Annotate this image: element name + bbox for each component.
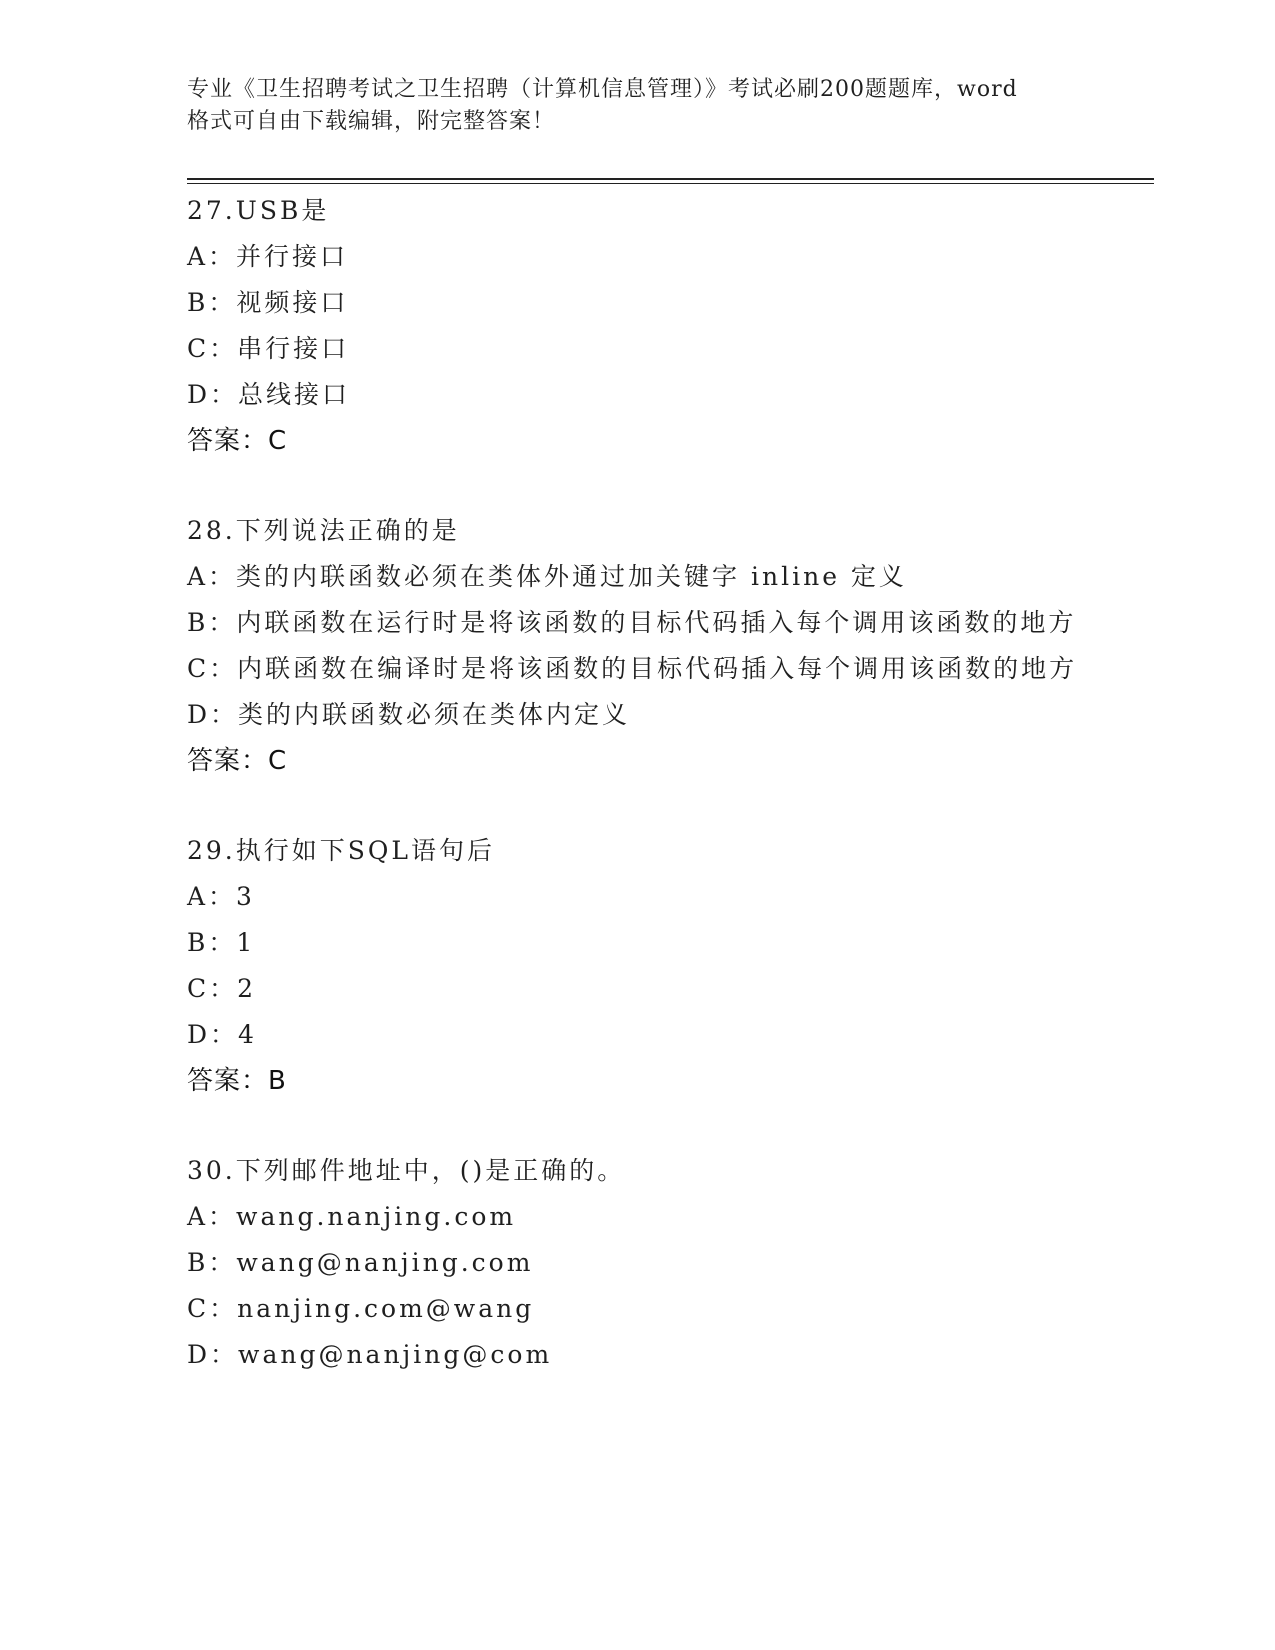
question-stem: 29.执行如下SQL语句后 (187, 836, 495, 865)
option-d: D：wang@nanjing@com (187, 1340, 553, 1369)
question-stem: 28.下列说法正确的是 (187, 516, 460, 545)
option-c: C：内联函数在编译时是将该函数的目标代码插入每个调用该函数的地方 (187, 654, 1078, 683)
question-27 (187, 188, 1087, 464)
answer-label: 答案：C (187, 426, 288, 456)
question-30 (187, 1148, 1087, 1378)
option-a: A：3 (187, 882, 255, 911)
option-d: D：类的内联函数必须在类体内定义 (187, 700, 631, 729)
option-b: B：内联函数在运行时是将该函数的目标代码插入每个调用该函数的地方 (187, 608, 1077, 637)
header-line-1: 专业《卫生招聘考试之卫生招聘（计算机信息管理）》考试必刷200题题库，word (187, 77, 1018, 102)
option-b: B：1 (187, 928, 256, 957)
option-c: C：串行接口 (187, 334, 350, 363)
document-header (187, 74, 1087, 138)
header-line-2: 格式可自由下载编辑，附完整答案！ (187, 109, 556, 134)
question-list (187, 188, 1087, 1422)
header-divider-thick (187, 178, 1154, 180)
option-a: A：类的内联函数必须在类体外通过加关键字 inline 定义 (187, 562, 907, 591)
option-a: A：并行接口 (187, 242, 349, 271)
option-a: A：wang.nanjing.com (187, 1202, 517, 1231)
header-divider-thin (187, 183, 1154, 184)
option-b: B：视频接口 (187, 288, 349, 317)
question-28 (187, 508, 1087, 784)
question-29 (187, 828, 1087, 1104)
option-d: D：4 (187, 1020, 257, 1049)
option-c: C：2 (187, 974, 257, 1003)
answer-label: 答案：C (187, 746, 288, 776)
question-stem: 30.下列邮件地址中，()是正确的。 (187, 1156, 626, 1185)
answer-label: 答案：B (187, 1066, 287, 1096)
option-c: C：nanjing.com@wang (187, 1294, 535, 1323)
option-d: D：总线接口 (187, 380, 351, 409)
question-stem: 27.USB是 (187, 196, 330, 225)
option-b: B：wang@nanjing.com (187, 1248, 534, 1277)
